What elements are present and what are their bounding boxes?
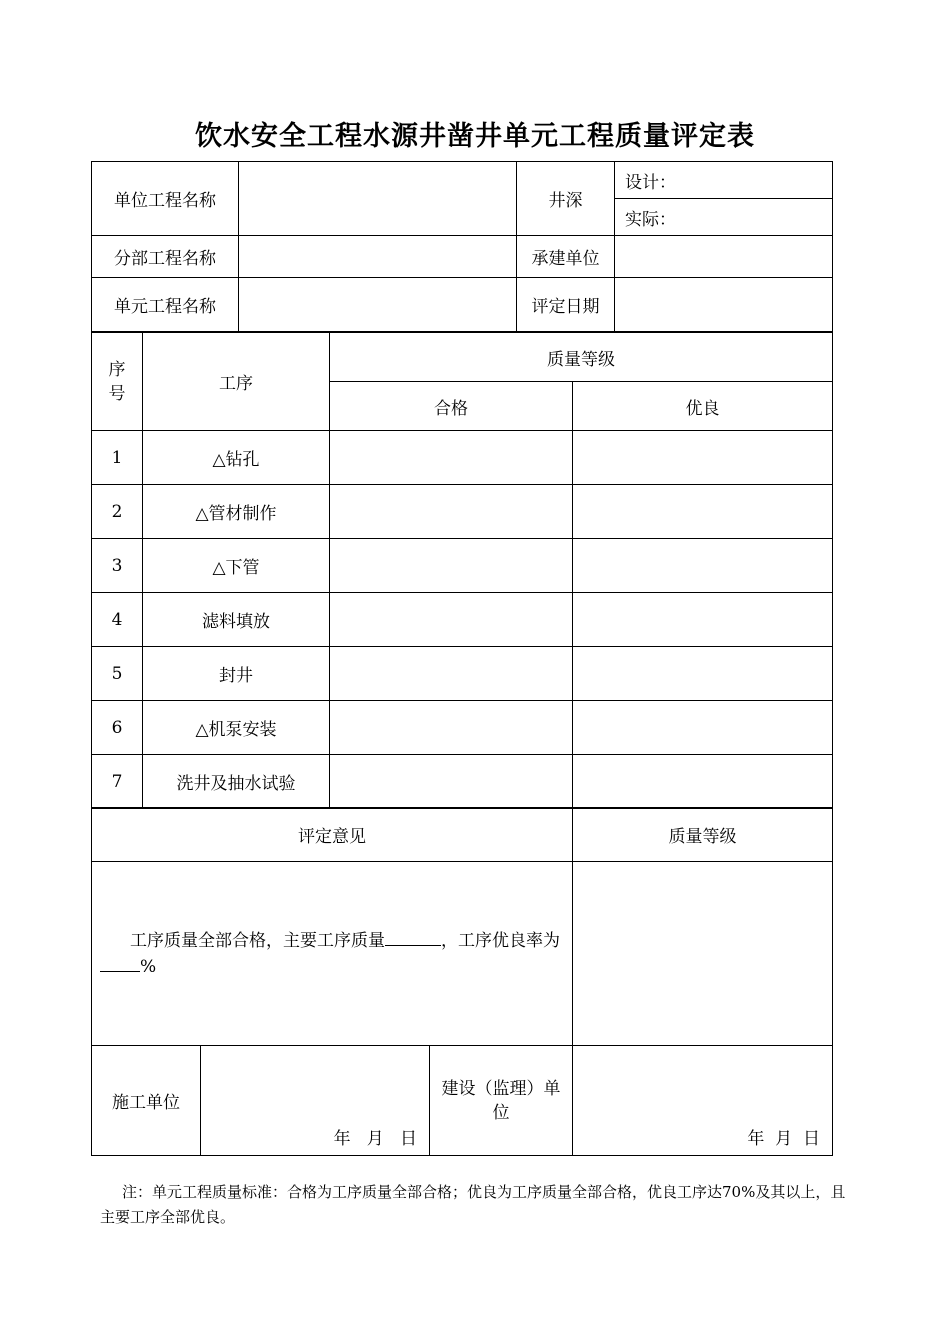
actual-label: 实际：	[625, 209, 676, 230]
element-project-field[interactable]	[239, 278, 517, 332]
unit-project-label: 单位工程名称	[92, 162, 239, 236]
construction-unit-label: 施工单位	[92, 1046, 201, 1156]
row-qualified-cell[interactable]	[330, 647, 573, 701]
process-header: 工序	[143, 333, 330, 431]
row-number: 3	[92, 539, 143, 593]
opinion-text-2: ，工序优良率为	[441, 930, 560, 951]
row-process: △钻孔	[143, 431, 330, 485]
row-process: 滤料填放	[143, 593, 330, 647]
eval-date-label: 评定日期	[517, 278, 615, 332]
supervision-unit-label: 建设（监理）单位	[430, 1046, 573, 1156]
table-row	[92, 701, 833, 755]
row-qualified-cell[interactable]	[330, 539, 573, 593]
row-process: △机泵安装	[143, 701, 330, 755]
supervision-sign-date[interactable]: 年 月 日	[573, 1046, 833, 1156]
excellent-rate-blank[interactable]	[100, 971, 140, 972]
row-qualified-cell[interactable]	[330, 431, 573, 485]
seq-header-text: 序号	[108, 359, 126, 404]
opinion-cell	[92, 862, 573, 1046]
row-excellent-cell[interactable]	[573, 539, 833, 593]
construction-sign-date[interactable]: 年 月 日	[201, 1046, 430, 1156]
contractor-label: 承建单位	[517, 236, 615, 278]
quality-grade-header: 质量等级	[330, 333, 833, 382]
row-process: 封井	[143, 647, 330, 701]
table-row	[92, 593, 833, 647]
row-number: 7	[92, 755, 143, 809]
well-depth-label: 井深	[517, 162, 615, 236]
table-row	[92, 755, 833, 809]
signature-table	[91, 1045, 833, 1156]
row-excellent-cell[interactable]	[573, 593, 833, 647]
row-excellent-cell[interactable]	[573, 755, 833, 809]
row-number: 1	[92, 431, 143, 485]
row-qualified-cell[interactable]	[330, 701, 573, 755]
row-qualified-cell[interactable]	[330, 593, 573, 647]
table-row	[92, 539, 833, 593]
row-number: 5	[92, 647, 143, 701]
design-label: 设计：	[625, 172, 676, 193]
table-row	[92, 431, 833, 485]
eval-date-field[interactable]	[615, 278, 833, 332]
row-process: △下管	[143, 539, 330, 593]
percent-sign: %	[140, 956, 157, 977]
unit-project-field[interactable]	[239, 162, 517, 236]
row-process: △管材制作	[143, 485, 330, 539]
row-process: 洗井及抽水试验	[143, 755, 330, 809]
row-qualified-cell[interactable]	[330, 755, 573, 809]
header-table	[91, 161, 833, 332]
eval-grade-field[interactable]	[573, 862, 833, 1046]
element-project-label: 单元工程名称	[92, 278, 239, 332]
seq-header	[92, 333, 143, 431]
row-qualified-cell[interactable]	[330, 485, 573, 539]
row-excellent-cell[interactable]	[573, 647, 833, 701]
page-title: 饮水安全工程水源井凿井单元工程质量评定表	[195, 121, 755, 152]
eval-grade-header: 质量等级	[573, 808, 833, 862]
row-number: 4	[92, 593, 143, 647]
sub-project-label: 分部工程名称	[92, 236, 239, 278]
actual-depth-field[interactable]	[615, 199, 833, 236]
row-number: 6	[92, 701, 143, 755]
design-depth-field[interactable]	[615, 162, 833, 199]
excellent-header: 优良	[573, 382, 833, 431]
contractor-field[interactable]	[615, 236, 833, 278]
footnote: 注：单元工程质量标准：合格为工序质量全部合格；优良为工序质量全部合格，优良工序达70%及其以上，且主要工序全部优良。	[100, 1183, 846, 1226]
opinion-header: 评定意见	[92, 808, 573, 862]
row-number: 2	[92, 485, 143, 539]
sub-project-field[interactable]	[239, 236, 517, 278]
row-excellent-cell[interactable]	[573, 701, 833, 755]
main-process-quality-blank[interactable]	[385, 945, 441, 946]
opinion-text-1: 工序质量全部合格，主要工序质量	[130, 930, 385, 951]
evaluation-table	[91, 807, 833, 1046]
row-excellent-cell[interactable]	[573, 431, 833, 485]
row-excellent-cell[interactable]	[573, 485, 833, 539]
table-row	[92, 647, 833, 701]
qualified-header: 合格	[330, 382, 573, 431]
process-table	[91, 332, 833, 809]
table-row	[92, 485, 833, 539]
